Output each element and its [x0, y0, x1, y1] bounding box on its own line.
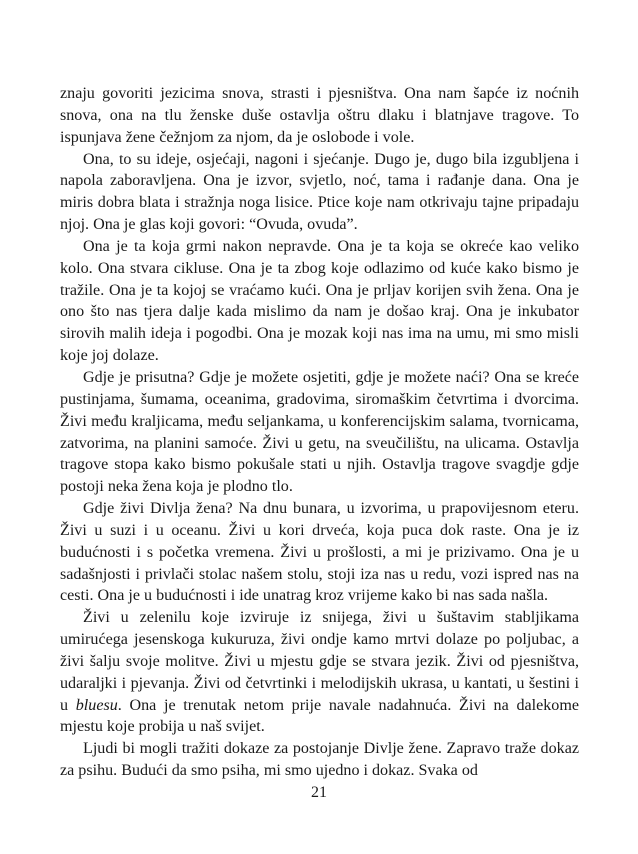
- paragraph-continued: znaju govoriti jezicima snova, strasti i pjesništva. Ona nam šapće iz noćnih snova, ona na tlu ženske duše ostavlja oštru dlaku i blatnjave tragove. To ispunjava žene čežnjom za njom, da je oslobode i vole.: [60, 85, 579, 146]
- emphasized-word: bluesu: [75, 696, 118, 714]
- page-number: 21: [311, 784, 327, 801]
- paragraph-continues: Ljudi bi mogli tražiti dokaze za postojanje Divlje žene. Zapravo traže dokaz za psihu. Budući da smo psiha, mi smo ujedno i dokaz. Svaka od: [60, 740, 579, 780]
- paragraph: Gdje živi Divlja žena? Na dnu bunara, u izvorima, u prapovijesnom eteru. Živi u suzi i u oceanu. Živi u kori drveća, koja puca dok raste. Ona je iz budućnosti i s početka vremena. Živi u prošlosti, a mi je prizivamo. Ona je u sadašnjosti i privlači stolac našem stolu, stoji iza nas u redu, vozi ispred nas na cesti. Ona je u budućnosti i ide unatrag kroz vrijeme kako bi nas sada našla.: [60, 500, 579, 605]
- book-page-body: [60, 83, 579, 782]
- paragraph-text: Živi u zelenilu koje izviruje iz snijega, živi u šuštavim stabljikama umirućega jesenskoga kukuruza, živi ondje kamo mrtvi dolaze po poljubac, a živi šalju svoje molitve. Živi u mjestu gdje se stvara jezik. Živi od pjesništva, udaraljki i pjevanja. Živi od četvrtinki i melodijskih ukrasa, u kantati, u šestini i u: [60, 609, 579, 714]
- paragraph-text: . Ona je trenutak netom prije navale nadahnuća. Živi na dalekome mjestu koje probija u naš svijet.: [60, 696, 579, 736]
- paragraph: Gdje je prisutna? Gdje je možete osjetiti, gdje je možete naći? Ona se kreće pustinjama, šumama, oceanima, gradovima, siromaškim četvrtima i dvorcima. Živi među kraljicama, među seljankama, u konferencijskim salama, tvornicama, zatvorima, na planini samoće. Živi u getu, na sveučilištu, na ulicama. Ostavlja tragove stopa kako bismo pokušale stati u njih. Ostavlja tragove svagdje gdje postoji neka žena koja je plodno tlo.: [60, 368, 579, 496]
- paragraph: Ona, to su ideje, osjećaji, nagoni i sjećanje. Dugo je, dugo bila izgubljena i napola zaboravljena. Ona je izvor, svjetlo, noć, tama i rađanje dana. Ona je miris dobra blata i stražnja noga lisice. Ptice koje nam otkrivaju tajne pripadaju njoj. Ona je glas koji govori: “Ovuda, ovuda”.: [60, 150, 579, 234]
- paragraph: [60, 607, 579, 738]
- paragraph: Ona je ta koja grmi nakon nepravde. Ona je ta koja se okreće kao veliko kolo. Ona stvara cikluse. Ona je ta zbog koje odlazimo od kuće kako bismo je tražile. Ona je ta kojoj se vraćamo kući. Ona je prljav korijen svih žena. Ona je ono što nas tjera dalje kada mislimo da nam je došao kraj. Ona je inkubator sirovih malih ideja i pogodbi. Ona je mozak koji nas ima na umu, mi smo misli koje joj dolaze.: [60, 237, 579, 365]
